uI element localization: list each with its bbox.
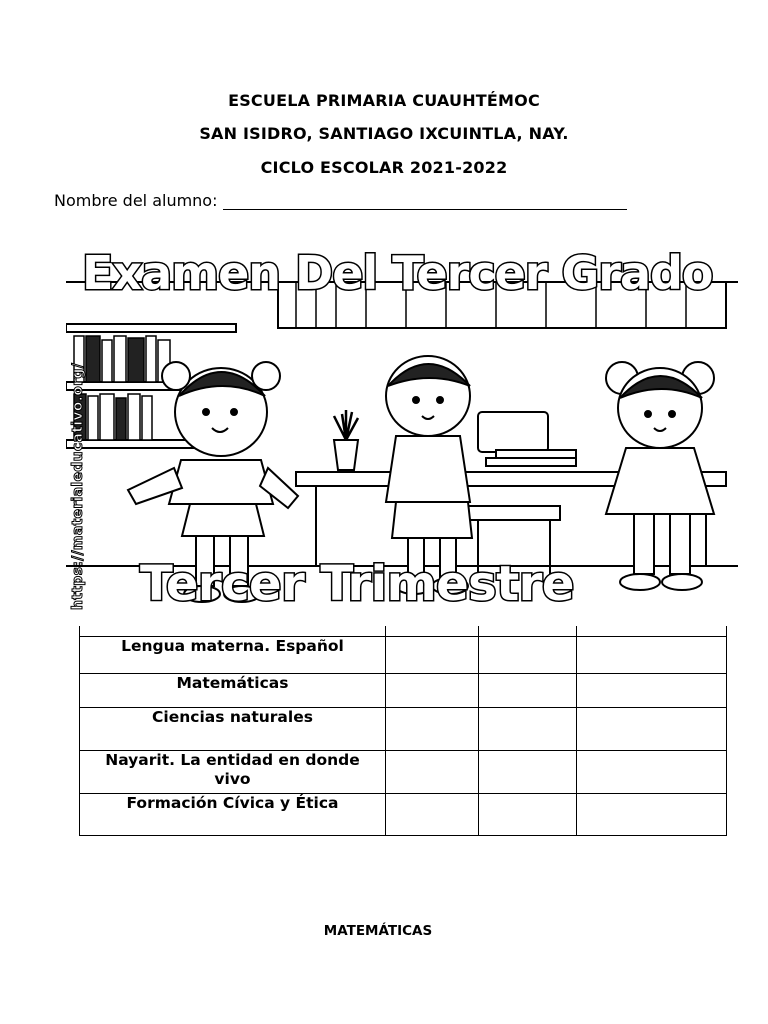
section-heading: MATEMÁTICAS <box>323 923 433 939</box>
grade-cell[interactable] <box>577 751 727 794</box>
subject-name: Matemáticas <box>80 674 386 708</box>
grade-cell[interactable] <box>577 674 727 708</box>
cover-subtitle: Tercer Trimestre <box>140 556 574 612</box>
grade-cell[interactable] <box>386 794 479 836</box>
grade-cell[interactable] <box>479 637 577 674</box>
grade-cell[interactable] <box>386 674 479 708</box>
school-cycle: CICLO ESCOLAR 2021-2022 <box>260 158 508 177</box>
student-name-blank <box>223 190 627 210</box>
cover-title: Examen Del Tercer Grado <box>82 246 713 300</box>
student-name-label: Nombre del alumno: <box>54 191 218 210</box>
table-row <box>80 751 727 794</box>
subject-name: Ciencias naturales <box>80 708 386 751</box>
table-row <box>80 708 727 751</box>
table-row <box>80 637 727 674</box>
grade-cell[interactable] <box>479 794 577 836</box>
school-location: SAN ISIDRO, SANTIAGO IXCUINTLA, NAY. <box>199 124 569 143</box>
table-row <box>80 794 727 836</box>
watermark-url: https://materialeducativo.org/ <box>70 362 86 610</box>
grade-cell[interactable] <box>386 637 479 674</box>
grade-cell[interactable] <box>386 751 479 794</box>
table-row <box>80 674 727 708</box>
subject-name: Lengua materna. Español <box>80 637 386 674</box>
student-name-row <box>54 190 627 210</box>
school-name: ESCUELA PRIMARIA CUAUHTÉMOC <box>228 91 540 110</box>
grade-cell[interactable] <box>577 794 727 836</box>
subjects-table <box>79 626 727 836</box>
table-row <box>80 626 727 637</box>
grade-cell[interactable] <box>479 708 577 751</box>
grade-cell[interactable] <box>479 751 577 794</box>
subject-name: Nayarit. La entidad en donde vivo <box>80 751 386 794</box>
grade-cell[interactable] <box>577 708 727 751</box>
grade-cell[interactable] <box>479 674 577 708</box>
grade-cell[interactable] <box>386 708 479 751</box>
subject-name: Formación Cívica y Ética <box>80 794 386 836</box>
grade-cell[interactable] <box>577 637 727 674</box>
